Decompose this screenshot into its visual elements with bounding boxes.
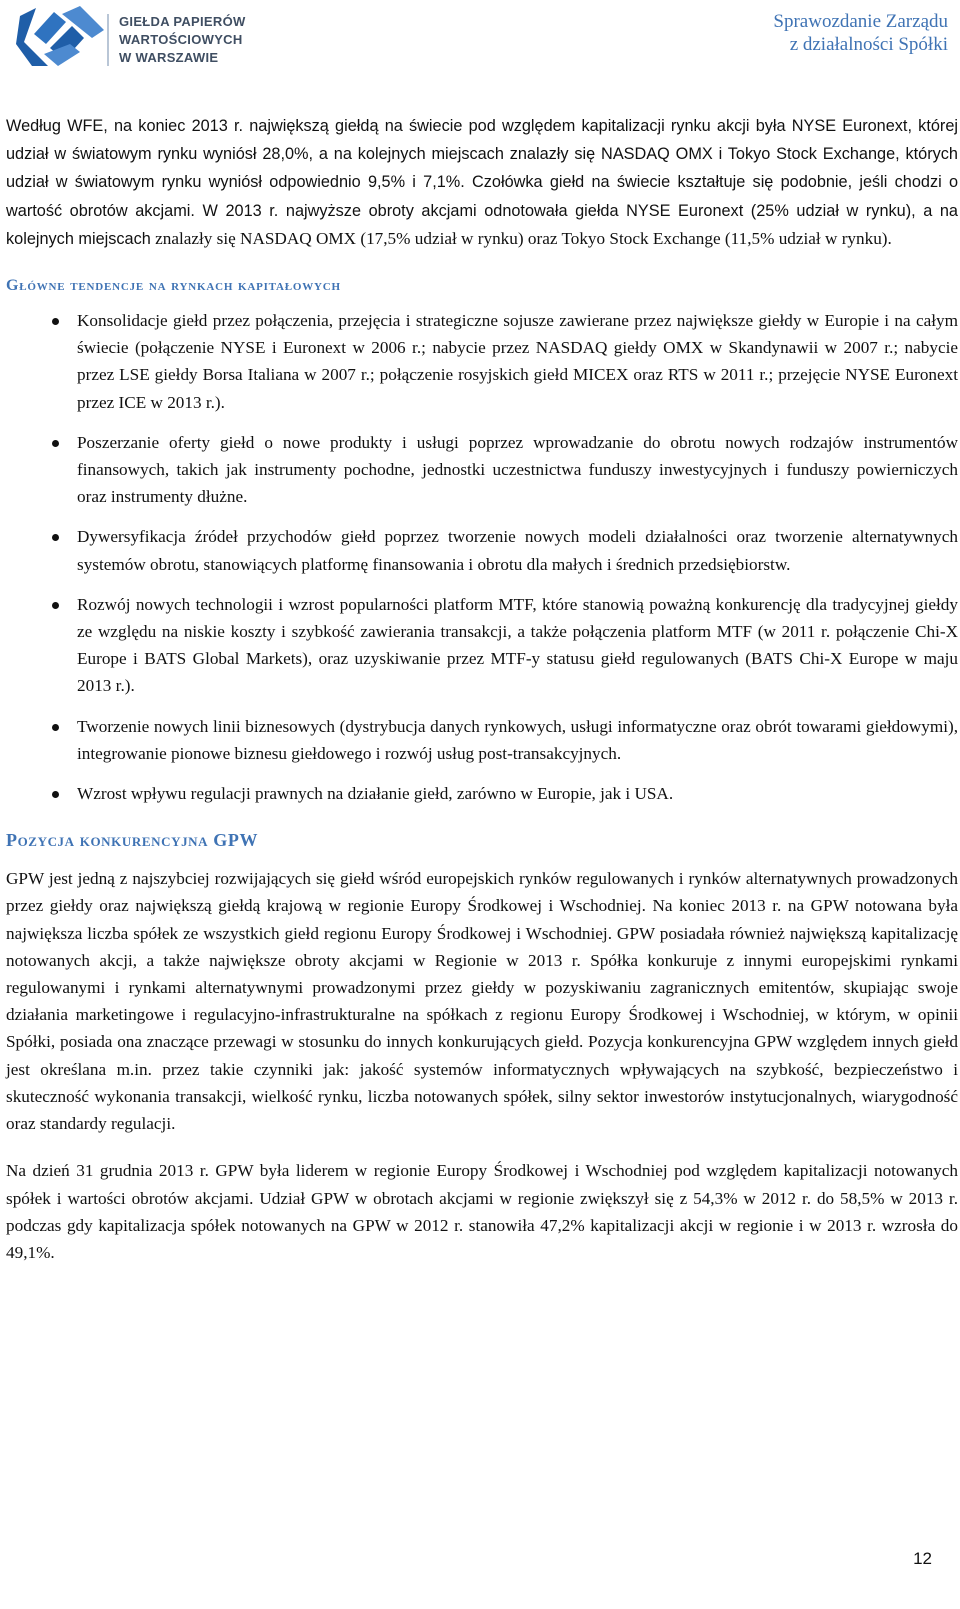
logo-wordmark bbox=[119, 13, 246, 67]
list-item bbox=[6, 307, 958, 416]
intro-paragraph bbox=[6, 112, 958, 253]
list-item-text: Konsolidacje giełd przez połączenia, przejęcia i strategiczne sojusze zawierane przez największe giełdy w Europie i na całym świecie (połączenie NYSE i Euronext w 2006 r.; nabycie przez NASDAQ giełdy OMX w Skandynawii w 2007 r.; nabycie przez LSE giełdy Borsa Italiana w 2007 r.; połączenie rosyjskich giełd MICEX oraz RTS w 2011 r.; przejęcie NYSE Euronext przez ICE w 2013 r.). bbox=[77, 311, 958, 412]
section-heading-competitive-position: Pozycja konkurencyjna GPW bbox=[6, 830, 259, 851]
list-item bbox=[6, 713, 958, 767]
section-heading-trends: Główne tendencje na rynkach kapitałowych bbox=[6, 277, 341, 295]
trends-list bbox=[6, 307, 958, 807]
report-title-line-2: z działalności Spółki bbox=[789, 34, 948, 55]
market-leader-paragraph: Na dzień 31 grudnia 2013 r. GPW była liderem w regionie Europy Środkowej i Wschodniej pod względem kapitalizacji notowanych spółek i wartości obrotów akcjami. Udział GPW w obrotach akcjami w regionie zwiększył się z 54,3% w 2012 r. do 58,5% w 2013 r. podczas gdy kapitalizacja spółek notowanych na GPW w 2012 r. stanowiła 47,2% kapitalizacji akcji w regionie i w 2013 r. wzrosła do 49,1%. bbox=[6, 1161, 958, 1262]
list-item bbox=[6, 780, 958, 807]
list-item-text: Rozwój nowych technologii i wzrost popularności platform MTF, które stanowią poważną konkurencję dla tradycyjnej giełdy ze względu na niskie koszty i szybkość zawierania transakcji, a także połączenia platform MTF (w 2011 r. połączenie Chi-X Europe i BATS Global Markets), oraz uzyskiwanie przez MTF-y statusu giełd regulowanych (BATS Chi-X Europe w maju 2013 r.). bbox=[77, 594, 958, 696]
bullet-icon bbox=[52, 318, 59, 325]
document-body bbox=[6, 112, 958, 1266]
report-title-line-1: Sprawozdanie Zarządu bbox=[773, 11, 948, 32]
competitive-position-paragraph: GPW jest jedną z najszybciej rozwijających się giełd wśród europejskich rynków regulowanych i rynków alternatywnych prowadzonych przez giełdy oraz największą giełdą krajową w regionie Europy Środkowej i Wschodniej. Na koniec 2013 r. na GPW notowana była największa liczba spółek ze wszystkich giełd regionu Europy Środkowej i Wschodniej. GPW posiadała również największą kapitalizację notowanych akcji, a także największe obroty akcjami w Regionie w 2013 r. Spółka konkuruje z innymi europejskimi rynkami regulowanymi i rynkami alternatywnymi prowadzonymi przez giełdy w pozyskiwaniu zagranicznych emitentów, skupiając swoje działania marketingowe i regulacyjno-infrastrukturalne na spółkach z regionu Europy Środkowej i Wschodniej, w którym, w opinii Spółki, posiada ona znaczące przewagi w stosunku do innych konkurujących giełd. Pozycja konkurencyjna GPW względem innych giełd jest określana m.in. przez takie czynniki jak: jakość systemów informatycznych wpływających na szybkość, bezpieczeństwo i skuteczność wykonania transakcji, wielkość rynku, liczba notowanych spółek, silny sektor inwestorów instytucjonalnych, wiarygodność oraz standardy regulacji. bbox=[6, 869, 958, 1134]
page-header bbox=[0, 0, 960, 80]
intro-text-part-2: znalazły się NASDAQ OMX (17,5% udział w rynku) oraz Tokyo Stock Exchange (11,5% udział w rynku). bbox=[155, 228, 892, 248]
logo-line-3: W WARSZAWIE bbox=[119, 50, 219, 65]
intro-text-part-1: Według WFE, na koniec 2013 r. największą giełdą na świecie pod względem kapitalizacji rynku akcji była NYSE Euronext, której udział w światowym rynku wyniósł 28,0%, a na kolejnych miejscach znalazły się NASDAQ OMX i Tokyo Stock Exchange, których udział w światowym rynku wyniósł odpowiednio 9,5% i 7,1%. Czołówka giełd na świecie kształtuje się podobnie, jeśli chodzi o wartość obrotów akcjami. W 2013 r. najwyższe obroty akcjami odnotowała giełda NYSE Euronext (25% udział w rynku), a na kolejnych miejscach bbox=[6, 117, 958, 248]
page-number: 12 bbox=[913, 1549, 932, 1568]
logo-line-2: WARTOŚCIOWYCH bbox=[119, 32, 243, 47]
list-item-text: Poszerzanie oferty giełd o nowe produkty i usługi poprzez wprowadzanie do obrotu nowych rodzajów instrumentów finansowych, takich jak instrumenty pochodne, jednostki uczestnictwa funduszy inwestycyjnych i funduszy powierniczych oraz instrumenty dłużne. bbox=[77, 432, 958, 507]
logo-line-1: GIEŁDA PAPIERÓW bbox=[119, 14, 246, 29]
list-item-text: Tworzenie nowych linii biznesowych (dystrybucja danych rynkowych, usługi informatyczne oraz obrót towarami giełdowymi), integrowanie pionowe biznesu giełdowego i rozwój usług post-transakcyjnych. bbox=[77, 716, 958, 763]
bullet-icon bbox=[52, 602, 59, 609]
gpw-logo-icon bbox=[14, 4, 106, 70]
bullet-icon bbox=[52, 440, 59, 447]
bullet-icon bbox=[52, 534, 59, 541]
bullet-icon bbox=[52, 791, 59, 798]
list-item-text: Dywersyfikacja źródeł przychodów giełd poprzez tworzenie nowych modeli działalności oraz tworzenie alternatywnych systemów obrotu, stanowiących platformę finansowania i obrotu dla małych i średnich przedsiębiorstw. bbox=[77, 527, 958, 574]
list-item bbox=[6, 591, 958, 700]
report-title bbox=[773, 10, 948, 56]
list-item-text: Wzrost wpływu regulacji prawnych na działanie giełd, zarówno w Europie, jak i USA. bbox=[77, 784, 674, 804]
bullet-icon bbox=[52, 724, 59, 731]
list-item bbox=[6, 523, 958, 577]
list-item bbox=[6, 429, 958, 511]
logo-divider bbox=[107, 14, 109, 66]
